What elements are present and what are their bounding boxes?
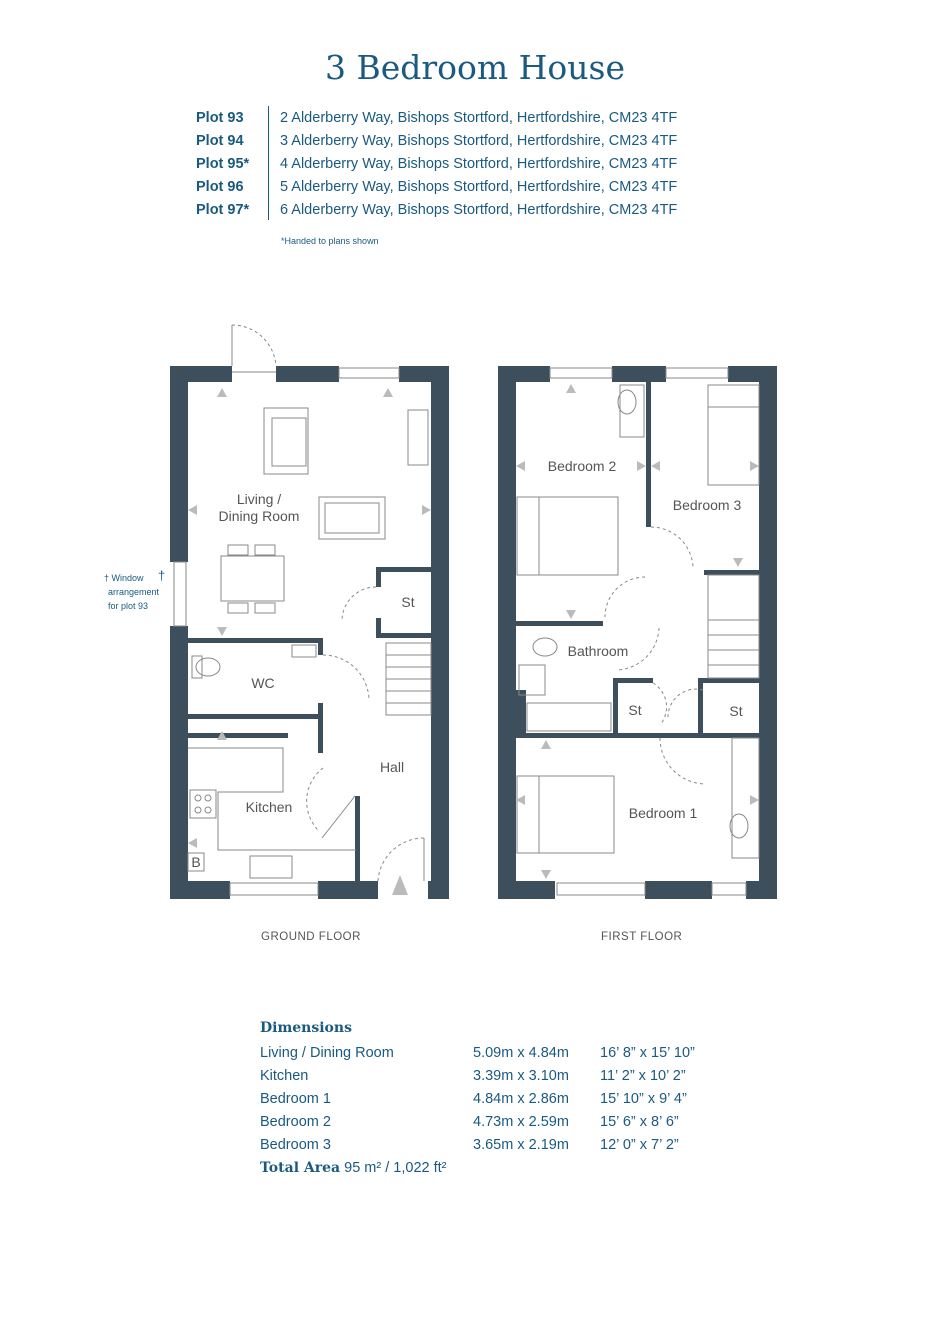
- dimension-imperial: 12’ 0” x 7’ 2”: [600, 1136, 679, 1153]
- window-note-line2: arrangement: [108, 587, 160, 597]
- dimension-metric: 3.39m x 3.10m: [473, 1067, 569, 1084]
- first-floor-label: FIRST FLOOR: [601, 931, 683, 943]
- dimension-metric: 5.09m x 4.84m: [473, 1044, 569, 1061]
- dimension-row: [260, 1041, 695, 1064]
- dimension-imperial: 11’ 2” x 10’ 2”: [600, 1067, 686, 1084]
- dimension-row: [260, 1133, 695, 1156]
- dimension-imperial: 15’ 6” x 8’ 6”: [600, 1113, 679, 1130]
- ground-floor-fixtures: [174, 325, 431, 895]
- room-label-bedroom-3: Bedroom 3: [672, 497, 742, 513]
- window-note-line1: † Window: [104, 573, 144, 583]
- plot-address: 5 Alderberry Way, Bishops Stortford, Hertfordshire, CM23 4TF: [280, 178, 678, 195]
- plot-address: 2 Alderberry Way, Bishops Stortford, Hertfordshire, CM23 4TF: [280, 109, 678, 126]
- room-label-bedroom-2: Bedroom 2: [547, 458, 617, 474]
- room-label-store: St: [401, 594, 415, 610]
- room-label-bedroom-1: Bedroom 1: [628, 805, 698, 821]
- dimension-room: Bedroom 2: [260, 1113, 331, 1130]
- room-label-store-1: St: [628, 702, 642, 718]
- room-label-hall: Hall: [379, 759, 405, 775]
- room-label-living: Living /: [236, 491, 282, 507]
- ground-floor-walls: [170, 366, 449, 899]
- dimension-imperial: 15’ 10” x 9’ 4”: [600, 1090, 687, 1107]
- plot-label: Plot 95*: [196, 155, 250, 172]
- total-area-label: Total Area: [260, 1160, 341, 1176]
- room-label-store-2: St: [729, 703, 743, 719]
- dimension-room: Kitchen: [260, 1067, 309, 1084]
- room-label-dining: Dining Room: [218, 508, 300, 524]
- page-title: 3 Bedroom House: [324, 48, 626, 87]
- dimension-row: [260, 1110, 695, 1133]
- ground-floor-label: GROUND FLOOR: [261, 931, 361, 943]
- boiler-label: B: [191, 854, 201, 870]
- dimensions-table: [260, 1020, 695, 1176]
- window-note-line3: for plot 93: [108, 601, 149, 611]
- dimension-metric: 3.65m x 2.19m: [473, 1136, 569, 1153]
- room-label-kitchen: Kitchen: [245, 799, 293, 815]
- dimension-room: Living / Dining Room: [260, 1044, 394, 1061]
- dimension-imperial: 16’ 8” x 15’ 10”: [600, 1044, 695, 1061]
- plot-label: Plot 97*: [196, 201, 250, 218]
- dimension-metric: 4.73m x 2.59m: [473, 1113, 569, 1130]
- dimensions-heading: Dimensions: [260, 1020, 352, 1036]
- plot-label: Plot 96: [196, 178, 244, 195]
- total-area-value: 95 m² / 1,022 ft²: [344, 1160, 447, 1176]
- dimension-metric: 4.84m x 2.86m: [473, 1090, 569, 1107]
- dimension-row: [260, 1064, 695, 1087]
- total-area: [260, 1160, 695, 1176]
- dimension-room: Bedroom 3: [260, 1136, 331, 1153]
- window-note-dagger: †: [158, 568, 166, 583]
- handed-note: *Handed to plans shown: [281, 236, 379, 246]
- dimension-row: [260, 1087, 695, 1110]
- plot-address: 4 Alderberry Way, Bishops Stortford, Hertfordshire, CM23 4TF: [280, 155, 678, 172]
- plot-address: 3 Alderberry Way, Bishops Stortford, Hertfordshire, CM23 4TF: [280, 132, 678, 149]
- room-label-bathroom: Bathroom: [567, 643, 629, 659]
- dimension-room: Bedroom 1: [260, 1090, 331, 1107]
- plot-label: Plot 93: [196, 109, 244, 126]
- plot-address: 6 Alderberry Way, Bishops Stortford, Hertfordshire, CM23 4TF: [280, 201, 678, 218]
- plot-label: Plot 94: [196, 132, 244, 149]
- room-label-wc: WC: [251, 675, 275, 691]
